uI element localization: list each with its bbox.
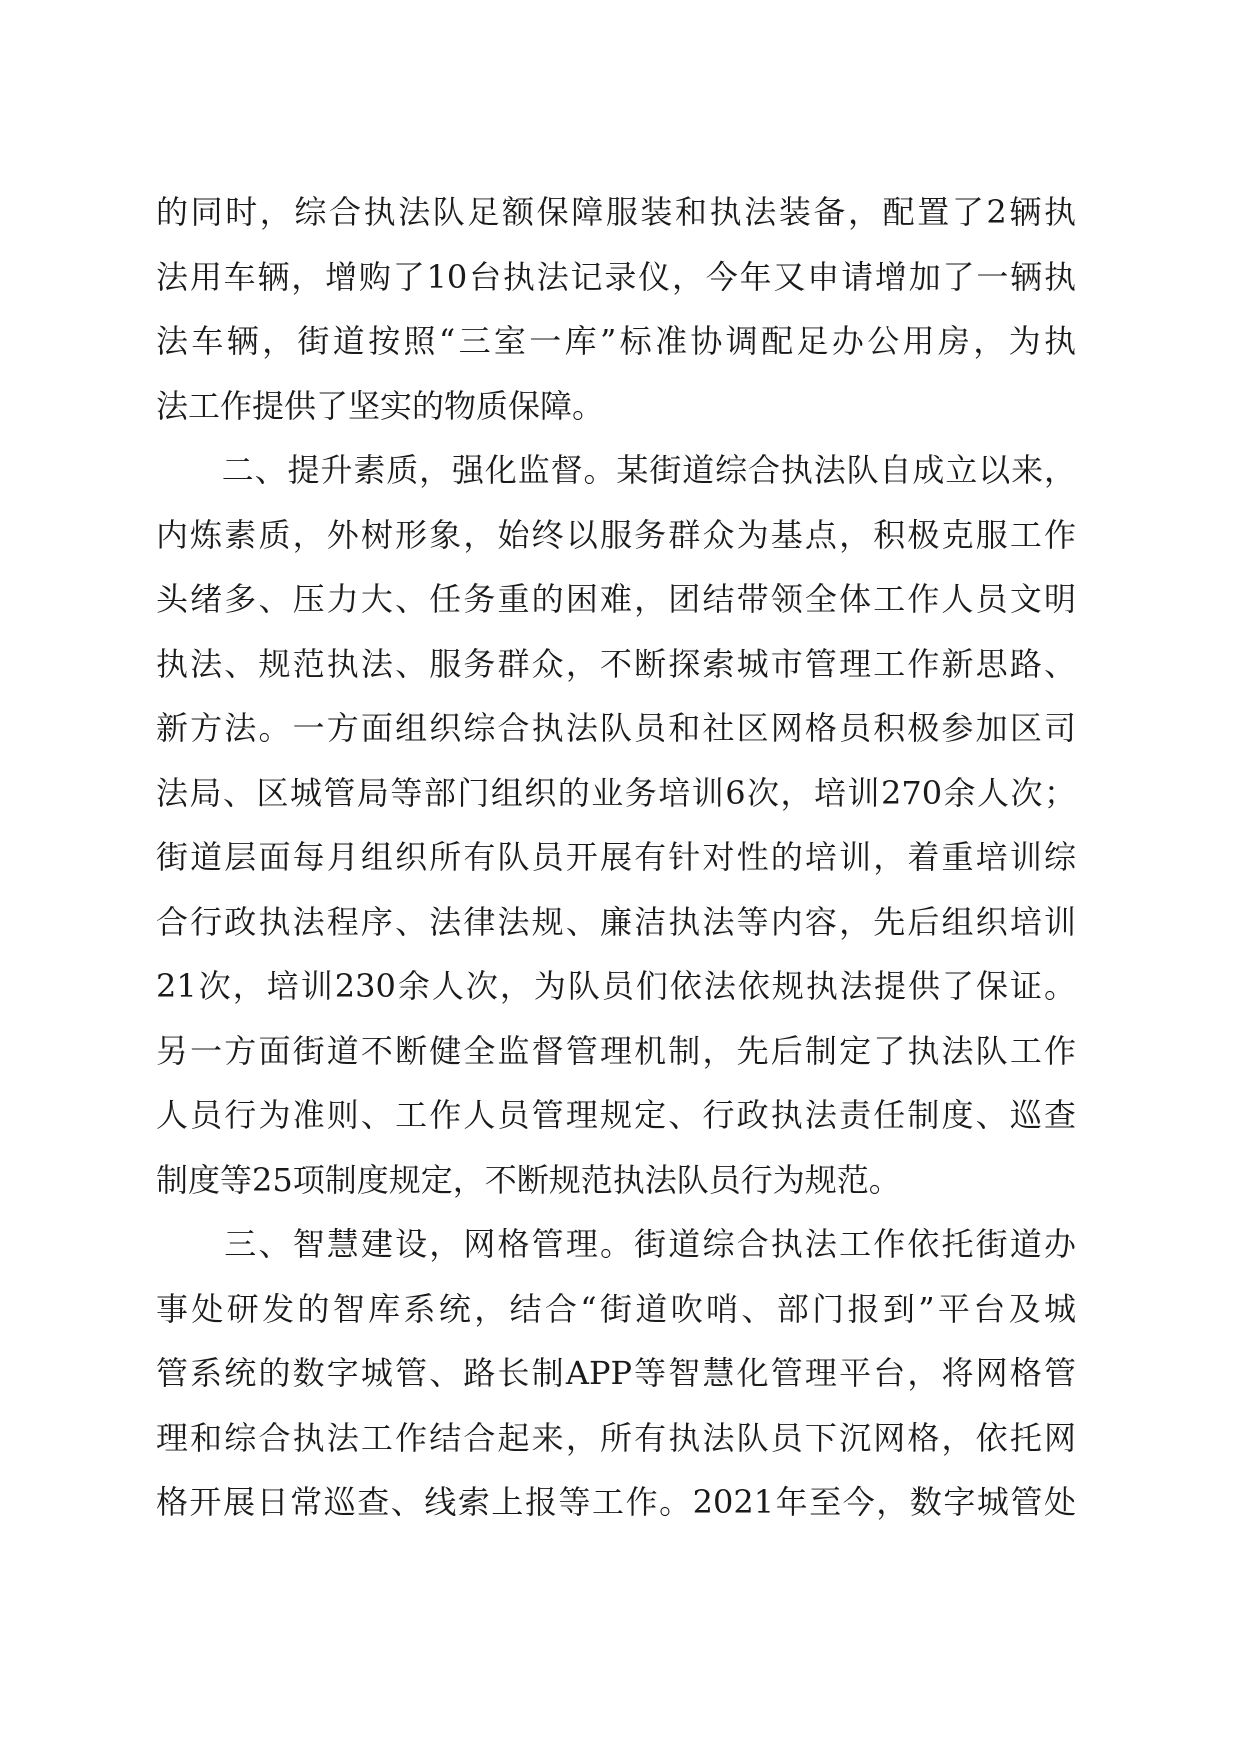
body-text	[156, 180, 1076, 1535]
text-line: 管系统的数字城管、路长制APP等智慧化管理平台，将网格管	[156, 1354, 1076, 1392]
text-line: 的同时，综合执法队足额保障服装和执法装备，配置了2辆执	[156, 193, 1076, 231]
text-line: 另一方面街道不断健全监督管理机制，先后制定了执法队工作	[156, 1031, 1076, 1070]
text-line: 21次，培训230余人次，为队员们依法依规执法提供了保证。	[156, 967, 1076, 1005]
text-line: 执法、规范执法、服务群众，不断探索城市管理工作新思路、	[156, 644, 1076, 683]
text-line: 合行政执法程序、法律法规、廉洁执法等内容，先后组织培训	[156, 902, 1076, 941]
text-line: 街道层面每月组织所有队员开展有针对性的培训，着重培训综	[156, 838, 1076, 876]
text-line: 内炼素质，外树形象，始终以服务群众为基点，积极克服工作	[156, 515, 1076, 554]
text-line: 法局、区城管局等部门组织的业务培训6次，培训270余人次；	[156, 773, 1076, 812]
text-line: 三、智慧建设，网格管理。街道综合执法工作依托街道办	[156, 1225, 1076, 1263]
text-line: 新方法。一方面组织综合执法队员和社区网格员积极参加区司	[156, 709, 1076, 747]
text-line: 事处研发的智库系统，结合“街道吹哨、部门报到”平台及城	[156, 1289, 1076, 1328]
text-line: 法车辆，街道按照“三室一库”标准协调配足办公用房，为执	[156, 322, 1076, 360]
text-line: 格开展日常巡查、线索上报等工作。2021年至今，数字城管处	[156, 1483, 1076, 1521]
text-line: 法工作提供了坚实的物质保障。	[156, 386, 605, 425]
text-line: 二、提升素质，强化监督。某街道综合执法队自成立以来，	[156, 451, 1076, 489]
text-line: 头绪多、压力大、任务重的困难，团结带领全体工作人员文明	[156, 580, 1076, 618]
text-line: 人员行为准则、工作人员管理规定、行政执法责任制度、巡查	[156, 1096, 1076, 1134]
text-line: 法用车辆，增购了10台执法记录仪，今年又申请增加了一辆执	[156, 257, 1076, 296]
text-line: 制度等25项制度规定，不断规范执法队员行为规范。	[156, 1160, 901, 1199]
text-line: 理和综合执法工作结合起来，所有执法队员下沉网格，依托网	[156, 1418, 1076, 1457]
